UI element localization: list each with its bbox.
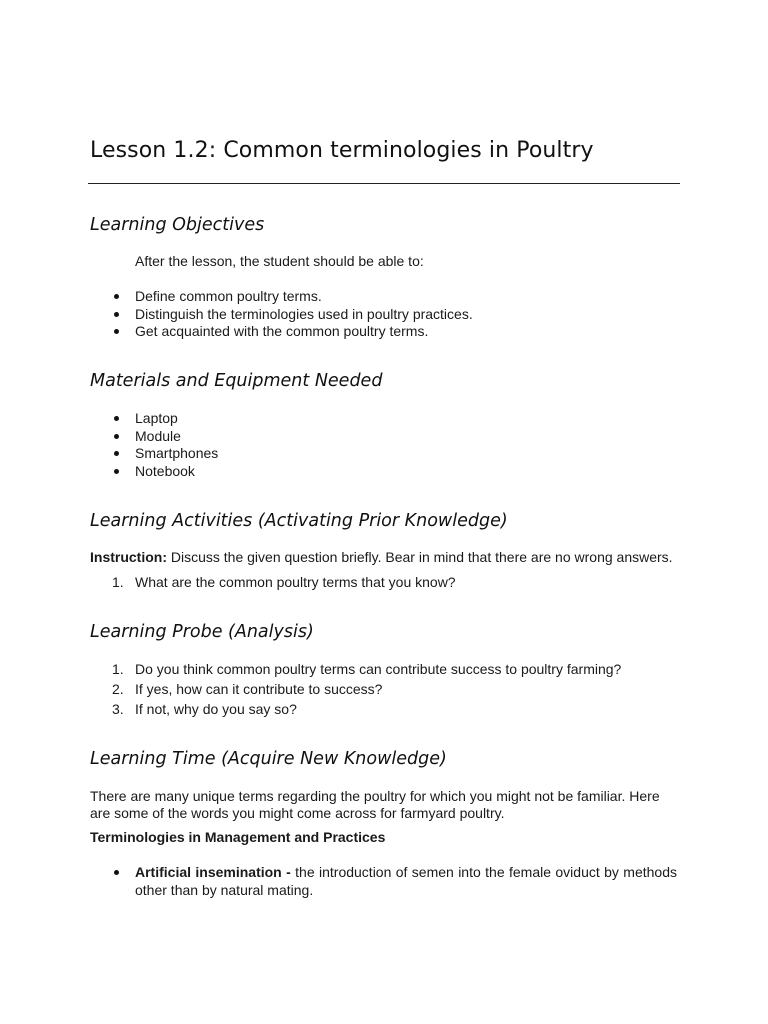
list-item bbox=[90, 864, 677, 899]
list-number: 1. bbox=[112, 661, 124, 677]
learning-time-paragraph: There are many unique terms regarding the poultry for which you might not be familiar. Here are some of the words you might come across for farmyard poultry. bbox=[90, 788, 660, 821]
list-item: Notebook bbox=[90, 463, 218, 481]
list-item bbox=[90, 699, 621, 719]
list-item: Define common poultry terms. bbox=[90, 288, 473, 306]
list-item bbox=[90, 679, 621, 699]
list-item: Laptop bbox=[90, 410, 218, 428]
question-text: What are the common poultry terms that you know? bbox=[135, 574, 456, 590]
question-text: Do you think common poultry terms can contribute success to poultry farming? bbox=[135, 661, 622, 677]
question-text: If yes, how can it contribute to success? bbox=[135, 681, 383, 697]
instruction-text bbox=[90, 549, 673, 566]
list-item: Module bbox=[90, 428, 218, 446]
instruction-label: Instruction: bbox=[90, 549, 167, 565]
objectives-list bbox=[90, 288, 473, 341]
term-name: Artificial insemination - bbox=[135, 864, 291, 880]
terminologies-subheading: Terminologies in Management and Practices bbox=[90, 829, 386, 845]
materials-heading: Materials and Equipment Needed bbox=[90, 371, 383, 391]
probe-heading: Learning Probe (Analysis) bbox=[90, 622, 314, 642]
question-text: If not, why do you say so? bbox=[135, 701, 297, 717]
objectives-heading: Learning Objectives bbox=[90, 215, 265, 235]
instruction-body: Discuss the given question briefly. Bear in mind that there are no wrong answers. bbox=[167, 549, 673, 565]
list-item bbox=[90, 574, 456, 592]
list-number: 3. bbox=[112, 701, 124, 717]
activities-heading: Learning Activities (Activating Prior Knowledge) bbox=[90, 511, 508, 531]
list-item bbox=[90, 659, 621, 679]
list-number: 2. bbox=[112, 681, 124, 697]
list-item: Distinguish the terminologies used in poultry practices. bbox=[90, 306, 473, 324]
probe-questions bbox=[90, 659, 621, 719]
objectives-intro: After the lesson, the student should be able to: bbox=[135, 253, 424, 269]
list-item: Smartphones bbox=[90, 445, 218, 463]
list-item: Get acquainted with the common poultry terms. bbox=[90, 323, 473, 341]
materials-list bbox=[90, 410, 218, 480]
page-title: Lesson 1.2: Common terminologies in Poultry bbox=[90, 138, 594, 163]
title-divider bbox=[88, 183, 680, 184]
learning-time-heading: Learning Time (Acquire New Knowledge) bbox=[90, 749, 447, 769]
activities-questions bbox=[90, 574, 456, 592]
term-definition: the introduction of semen into the female oviduct by methods other than by natural mating. bbox=[135, 864, 677, 898]
list-number: 1. bbox=[112, 574, 124, 590]
terms-list bbox=[90, 864, 677, 899]
